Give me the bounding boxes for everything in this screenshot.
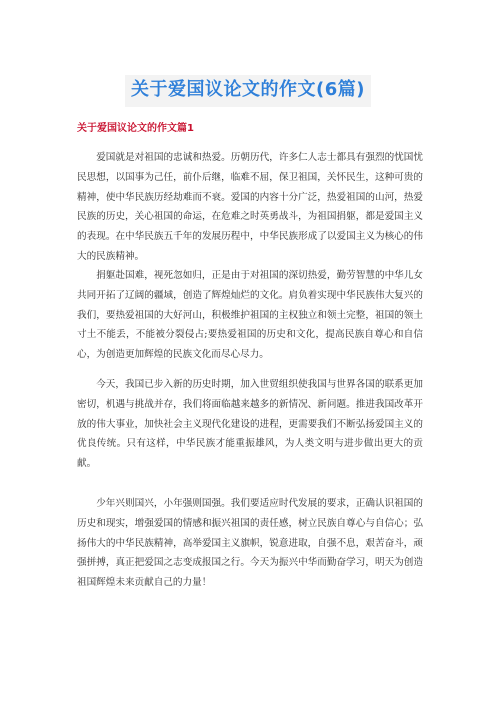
title-container [0,75,496,107]
paragraph-4: 少年兴则国兴，小年强则国强。我们要适应时代发展的要求，正确认识祖国的历史和现实，增强爱国的情感和振兴祖国的责任感，树立民族自尊心与自信心；弘扬伟大的中华民族精神，高举爱国主义旗帜，锐意进取，自强不息，艰苦奋斗，顽强拼搏，真正把爱国之志变成报国之行。今天为振兴中华而勤奋学习，明天为创造祖国辉煌未来贡献自己的力量！ [77,498,423,589]
document-title: 关于爱国议论文的作文(6篇) [125,75,371,107]
paragraph-1: 爱国就是对祖国的忠诚和热爱。历朝历代，许多仁人志士都具有强烈的忧国忧民思想，以国事为己任，前仆后继，临难不屈，保卫祖国，关怀民生，这种可贵的精神，使中华民族历经劫难而不衰。爱国的内容十分广泛，热爱祖国的山河，热爱民族的历史，关心祖国的命运，在危难之时英勇战斗，为祖国捐躯，都是爱国主义的表现。在中华民族五千年的发展历程中，中华民族形成了以爱国主义为核心的伟大的民族精神。 [77,152,423,262]
section-heading: 关于爱国议论文的作文篇1 [77,123,194,134]
paragraph-3: 今天，我国已步入新的历史时期，加入世贸组织使我国与世界各国的联系更加密切，机遇与挑战并存，我们将面临越来越多的新情况、新问题。推进我国改革开放的伟大事业，加快社会主义现代化建设的进程，更需要我们不断弘扬爱国主义的优良传统。只有这样，中华民族才能重振雄风，为人类文明与进步做出更大的贡献。 [77,379,423,470]
paragraph-2: 捐躯赴国难，视死忽如归，正是由于对祖国的深切热爱，勤劳智慧的中华儿女共同开拓了辽阔的疆域，创造了辉煌灿烂的文化。肩负着实现中华民族伟大复兴的我们，要热爱祖国的大好河山，积极维护祖国的主权独立和领土完整，祖国的领土寸土不能丢，不能被分裂侵占;要热爱祖国的历史和文化，提高民族自尊心和自信心，为创造更加辉煌的民族文化而尽心尽力。 [77,270,423,361]
